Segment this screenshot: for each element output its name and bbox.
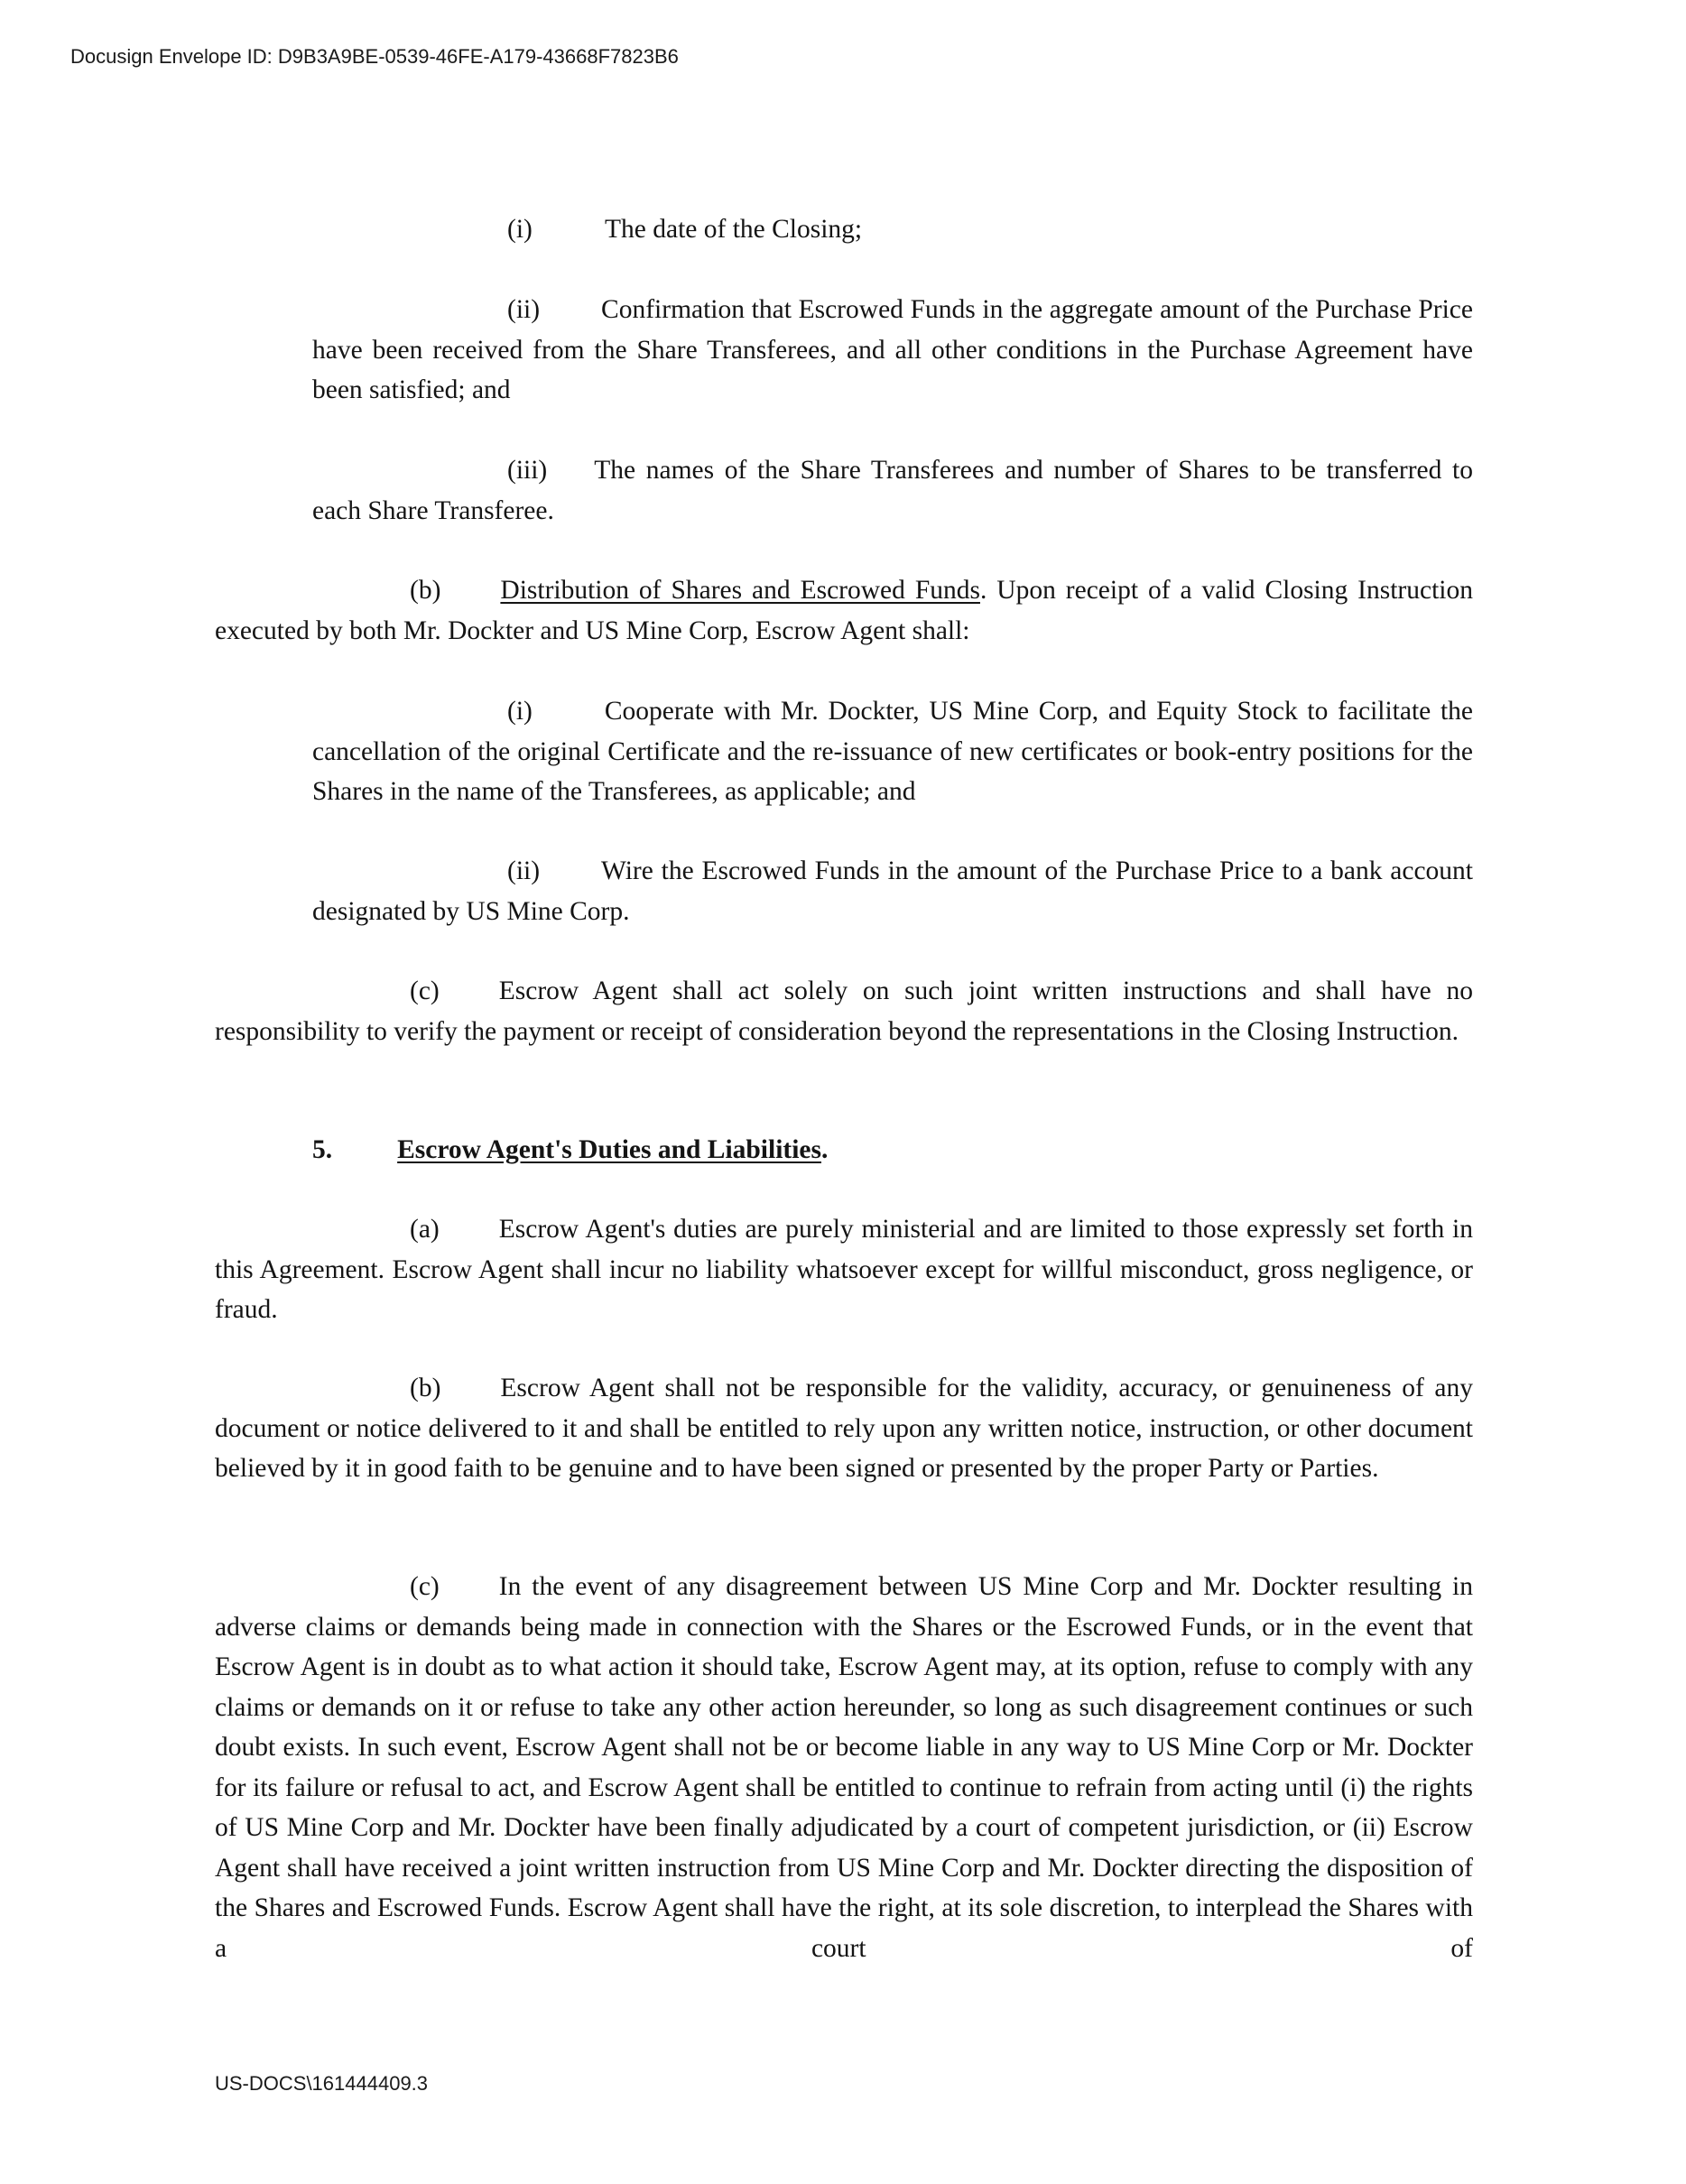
- section-title-period: .: [821, 1135, 829, 1164]
- item-label: (b): [410, 576, 441, 605]
- section-5-c: [215, 1567, 1473, 1968]
- item-a-iii-para: [312, 450, 1473, 531]
- item-label: (iii): [507, 456, 548, 485]
- item-label: (b): [410, 1374, 441, 1402]
- document-id-footer: US-DOCS\161444409.3: [215, 2072, 429, 2095]
- item-c-para: [215, 971, 1473, 1051]
- item-text: Cooperate with Mr. Dockter, US Mine Corp, and Equity Stock to facilitate the cancellation of the original Certificate and the re-issuance of new certificates or book-entry positions for the Shares in the name of the Transferees, as applicable; and: [312, 697, 1473, 806]
- item-label: (a): [410, 1215, 440, 1244]
- item-label: (c): [410, 976, 440, 1005]
- item-label: (ii): [507, 856, 541, 885]
- item-a-i: (i) The date of the Closing;: [312, 209, 1473, 250]
- item-label: (ii): [507, 295, 541, 324]
- section-5-heading: [312, 1130, 1473, 1171]
- item-b-ii-para: [312, 851, 1473, 931]
- item-b-ii: [312, 851, 1473, 931]
- item-b-title: Distribution of Shares and Escrowed Funds: [500, 576, 980, 605]
- item-text: Confirmation that Escrowed Funds in the aggregate amount of the Purchase Price have been received from the Share Transferees, and all other conditions in the Purchase Agreement have been satisfied; and: [312, 295, 1473, 404]
- item-a-iii: [312, 450, 1473, 531]
- item-b-i-para: [312, 691, 1473, 812]
- item-text: Escrow Agent's duties are purely ministerial and are limited to those expressly set forth in this Agreement. Escrow Agent shall incur no liability whatsoever except for willful misconduct, gross negligence, or fraud.: [215, 1215, 1473, 1324]
- item-text: Escrow Agent shall act solely on such joint written instructions and shall have no responsibility to verify the payment or receipt of consideration beyond the representations in the Closing Instruction.: [215, 976, 1473, 1046]
- item-text: In the event of any disagreement between US Mine Corp and Mr. Dockter resulting in adverse claims or demands being made in connection with the Shares or the Escrowed Funds, or in the event that Escrow Agent is in doubt as to what action it should take, Escrow Agent may, at its option, refuse to comply with any claims or demands on it or refuse to take any other action hereunder, so long as such disagreement continues or such doubt exists. In such event, Escrow Agent shall not be or become liable in any way to US Mine Corp or Mr. Dockter for its failure or refusal to act, and Escrow Agent shall be entitled to continue to refrain from acting until (i) the rights of US Mine Corp and Mr. Dockter have been finally adjudicated by a court of competent jurisdiction, or (ii) Escrow Agent shall have received a joint written instruction from US Mine Corp and Mr. Dockter directing the disposition of the Shares and Escrowed Funds. Escrow Agent shall have the right, at its sole discretion, to interplead the Shares with a court of: [215, 1572, 1473, 1963]
- section-5-b: [215, 1368, 1473, 1489]
- item-c: [215, 971, 1473, 1051]
- section-5-a: [215, 1209, 1473, 1330]
- envelope-id: Docusign Envelope ID: D9B3A9BE-0539-46FE-A179-43668F7823B6: [70, 45, 679, 68]
- item-text: The names of the Share Transferees and number of Shares to be transferred to each Share Transferee.: [312, 456, 1473, 525]
- item-text: The date of the Closing;: [605, 215, 863, 244]
- item-text: . Upon receipt of a valid Closing Instruction executed by both Mr. Dockter and US Mine Corp, Escrow Agent shall:: [215, 576, 1473, 645]
- section-5-b-para: [215, 1368, 1473, 1489]
- item-a-ii: [312, 290, 1473, 411]
- item-label: (c): [410, 1572, 440, 1601]
- item-b-para: [215, 570, 1473, 651]
- item-text: Wire the Escrowed Funds in the amount of the Purchase Price to a bank account designated by US Mine Corp.: [312, 856, 1473, 926]
- section-number: 5.: [312, 1135, 333, 1164]
- item-a-ii-para: [312, 290, 1473, 411]
- section-5-a-para: [215, 1209, 1473, 1330]
- item-label: (i): [507, 697, 533, 726]
- item-b: [215, 570, 1473, 651]
- section-title: Escrow Agent's Duties and Liabilities: [397, 1135, 821, 1164]
- section-5-c-para: [215, 1567, 1473, 1968]
- item-b-i: [312, 691, 1473, 812]
- item-text: Escrow Agent shall not be responsible for the validity, accuracy, or genuineness of any document or notice delivered to it and shall be entitled to rely upon any written notice, instruction, or other document believed by it in good faith to be genuine and to have been signed or presented by the proper Party or Parties.: [215, 1374, 1473, 1483]
